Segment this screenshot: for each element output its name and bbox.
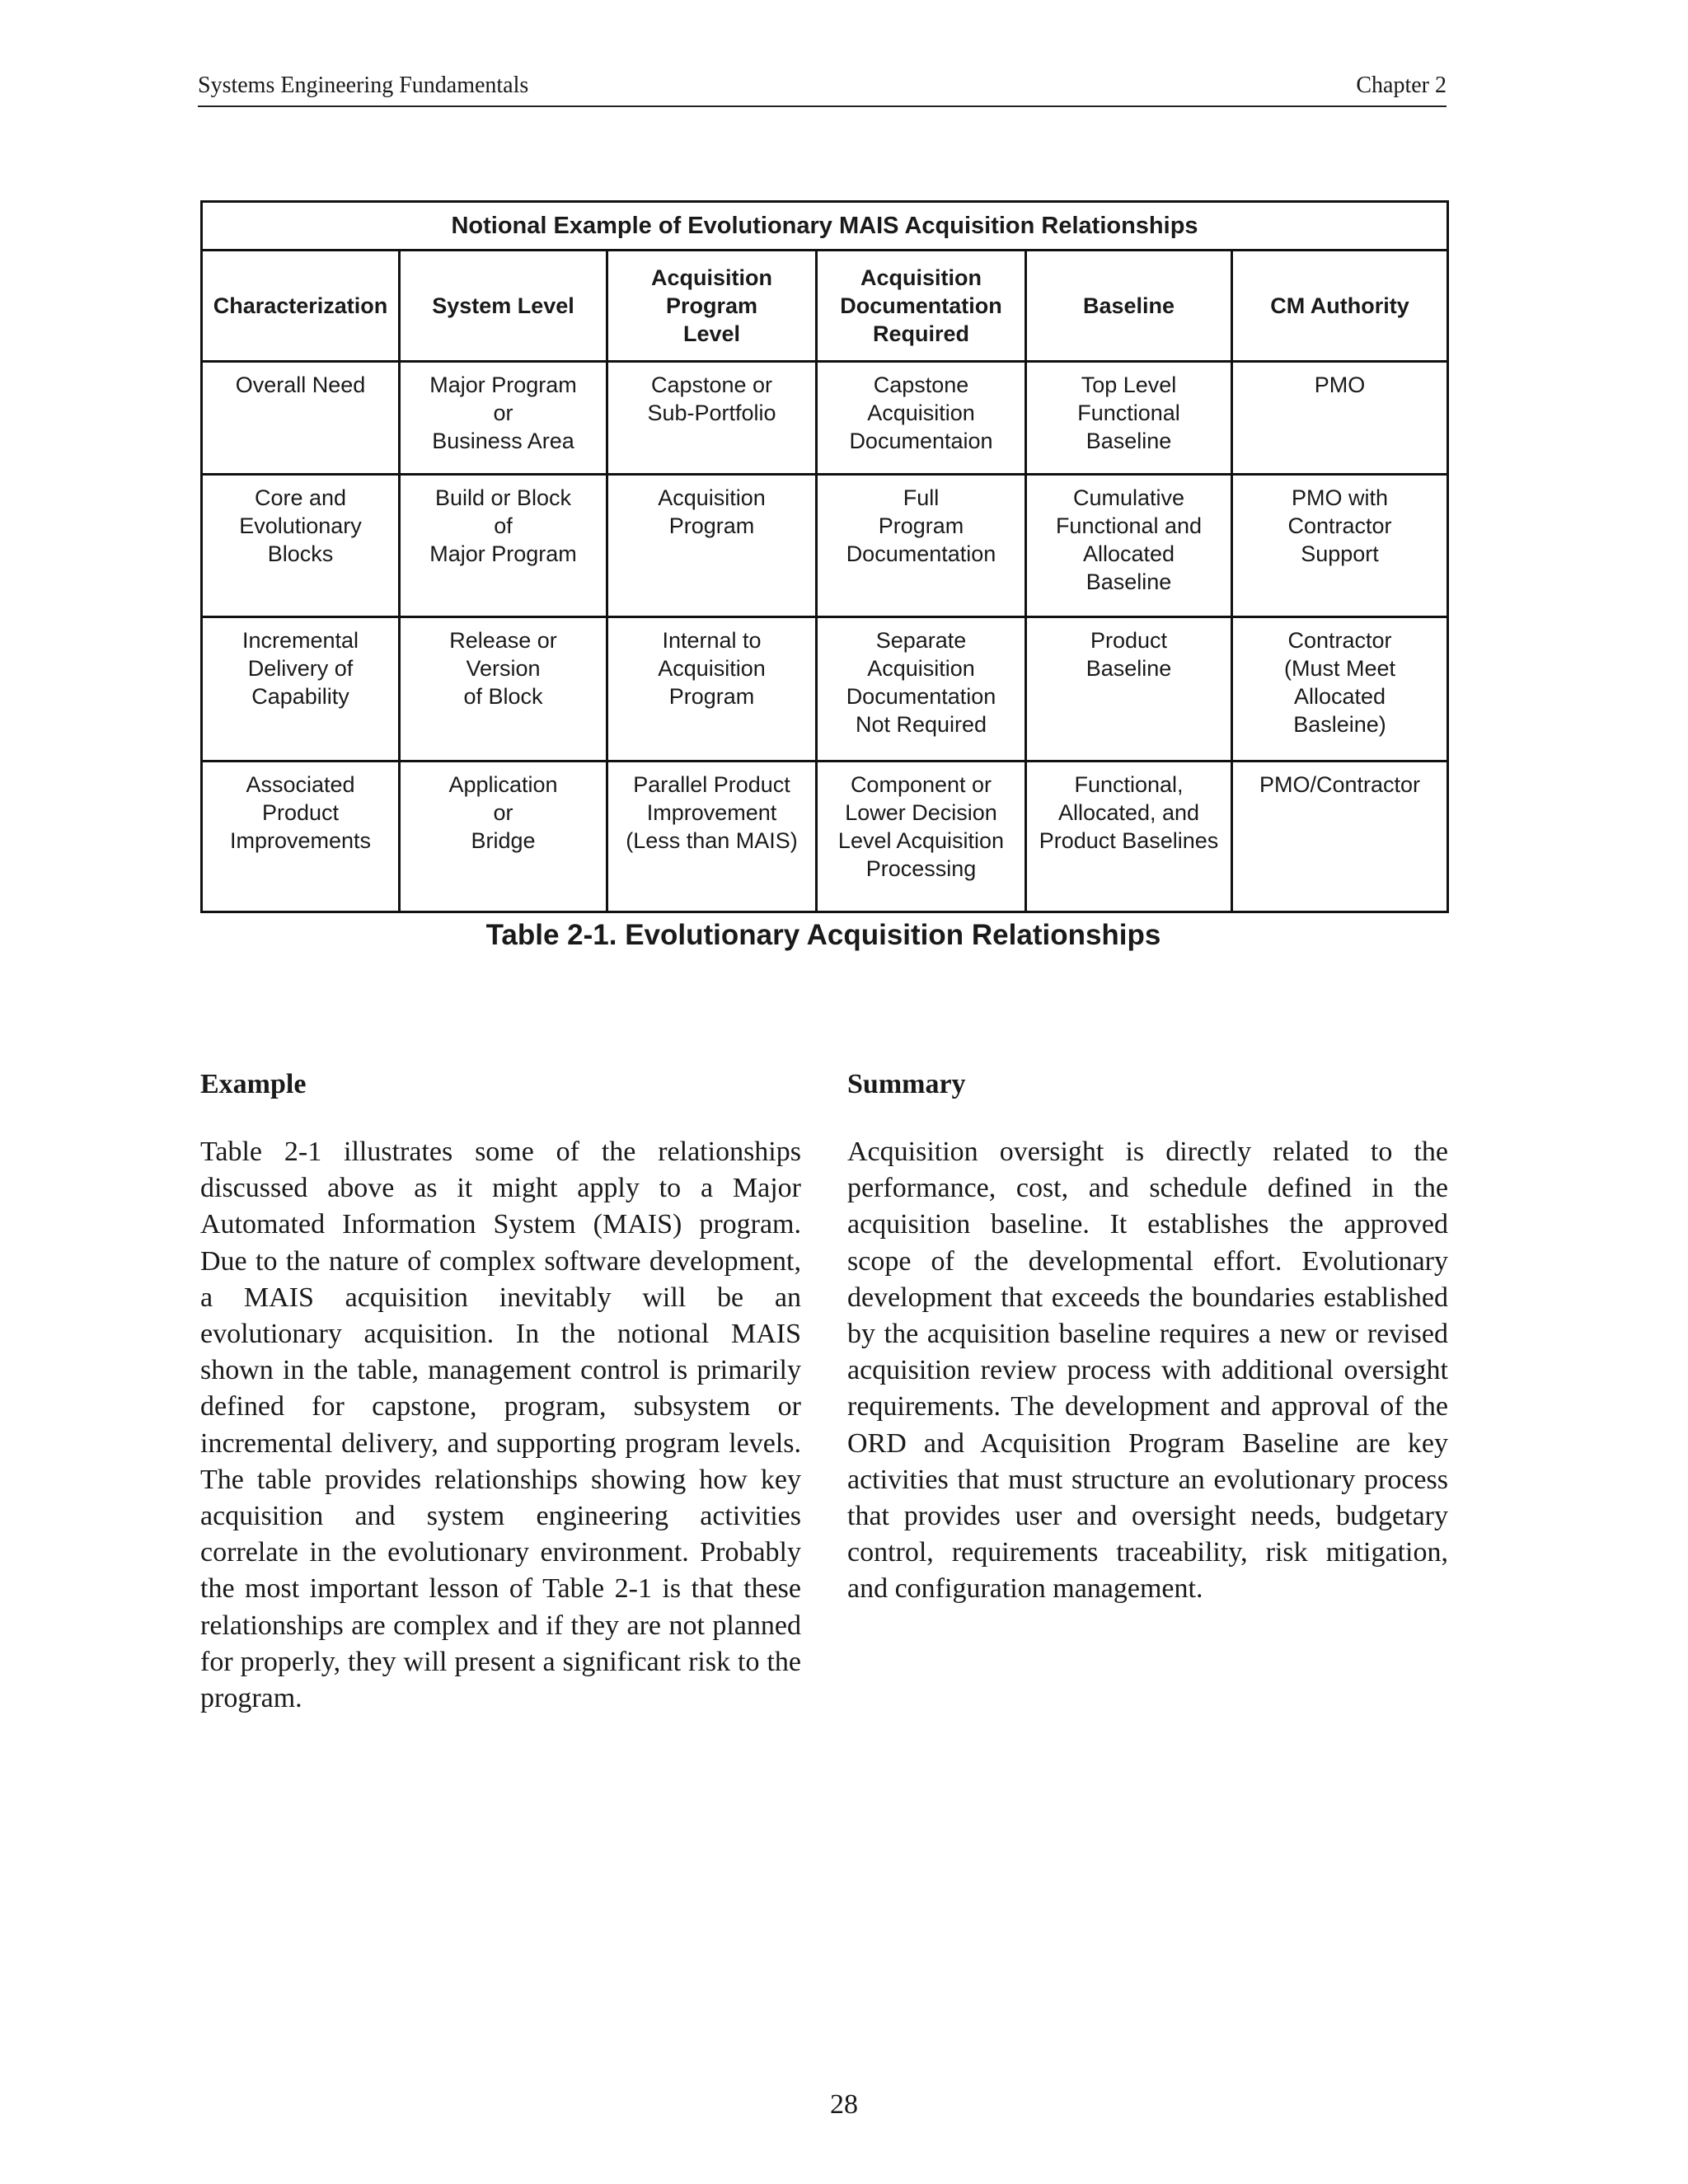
cell-line: of Block (463, 684, 543, 709)
cell-line: Product Baselines (1039, 828, 1219, 853)
example-section (200, 1065, 801, 1717)
cell-line: Cumulative (1072, 485, 1185, 510)
table-cell (202, 617, 400, 762)
cell-line: Acquisition (867, 401, 975, 425)
cell-line: Support (1301, 541, 1379, 566)
cell-line: Application (448, 772, 558, 797)
table-cell (400, 362, 607, 475)
table-row (202, 475, 1448, 617)
table-header-cell (607, 251, 817, 362)
cell-line: Program (878, 513, 964, 538)
cell-line: Functional, (1074, 772, 1184, 797)
cell-line: of (494, 513, 513, 538)
cell-line: Improvement (646, 800, 777, 825)
table-cell (202, 762, 400, 912)
table-cell (607, 762, 817, 912)
running-title: Systems Engineering Fundamentals (198, 73, 529, 98)
cell-line: (Less than MAIS) (626, 828, 798, 853)
summary-heading: Summary (847, 1069, 966, 1099)
cell-line: (Must Meet (1284, 656, 1396, 681)
table-header-cell (1232, 251, 1448, 362)
table-cell (400, 617, 607, 762)
header-line: Acquisition (651, 265, 772, 290)
table-title: Notional Example of Evolutionary MAIS Acquisition Relationships (202, 202, 1448, 251)
header-line: Characterization (213, 293, 388, 318)
header-line: Acquisition (860, 265, 982, 290)
chapter-label: Chapter 2 (1356, 73, 1447, 98)
cell-line: Not Required (855, 712, 987, 737)
cell-line: Processing (865, 856, 977, 881)
cell-line: Sub-Portfolio (647, 401, 776, 425)
table-header-cell (817, 251, 1026, 362)
table-caption: Table 2-1. Evolutionary Acquisition Relationships (485, 919, 1161, 951)
cell-line: Capstone or (650, 373, 773, 397)
table-row (202, 617, 1448, 762)
cell-line: Component or (850, 772, 992, 797)
cell-line: Delivery of (247, 656, 354, 681)
cell-line: Lower Decision (845, 800, 997, 825)
cell-line: Baseline (1085, 656, 1172, 681)
table-cell (1232, 475, 1448, 617)
header-line: Level (682, 321, 741, 346)
summary-paragraph: Acquisition oversight is directly related to the performance, cost, and schedule defined in the acquisition baseline. It establishes the approved scope of the developmental effort. Evolutionary development that exceeds the boundaries established by the acquisition baseline requires a new or revised acquisition review process with additional oversight requirements. The development and approval of the ORD and Acquisition Program Baseline are key activities that must structure an evolutionary process that provides user and oversight needs, budgetary control, requirements traceability, risk mitigation, and configuration management. (847, 1137, 1448, 1605)
table-cell (817, 475, 1026, 617)
page-number: 28 (830, 2089, 858, 2120)
cell-line: Product (1090, 628, 1168, 653)
cell-line: Acquisition (658, 656, 766, 681)
table-row (202, 362, 1448, 475)
table-title-row (202, 202, 1448, 251)
cell-line: Overall Need (235, 373, 366, 397)
table-cell (1232, 762, 1448, 912)
cell-line: Separate (875, 628, 967, 653)
cell-line: Functional (1077, 401, 1180, 425)
table-header-cell (202, 251, 400, 362)
table-header-cell (1026, 251, 1232, 362)
table-cell (817, 762, 1026, 912)
table-cell (1026, 475, 1232, 617)
cell-line: Blocks (267, 541, 334, 566)
table-cell (817, 617, 1026, 762)
cell-line: Version (466, 656, 541, 681)
cell-line: Capstone (873, 373, 969, 397)
cell-line: Allocated, and (1057, 800, 1200, 825)
cell-line: PMO (1314, 373, 1366, 397)
table-row (202, 762, 1448, 912)
cell-line: Program (668, 513, 755, 538)
cell-line: Major Program (429, 541, 577, 566)
cell-line: Core and (254, 485, 347, 510)
cell-line: Bridge (471, 828, 536, 853)
table-cell (202, 362, 400, 475)
cell-line: Contractor (1287, 628, 1392, 653)
table-header-row (202, 251, 1448, 362)
cell-line: Incremental (241, 628, 359, 653)
cell-line: Allocated (1293, 684, 1386, 709)
cell-line: Contractor (1287, 513, 1392, 538)
cell-line: or (493, 401, 513, 425)
table-cell (202, 475, 400, 617)
table-cell (400, 475, 607, 617)
table-header-cell (400, 251, 607, 362)
cell-line: Product (261, 800, 340, 825)
cell-line: Internal to (662, 628, 762, 653)
cell-line: PMO/Contractor (1259, 772, 1421, 797)
cell-line: Baseline (1085, 429, 1172, 453)
table-cell (400, 762, 607, 912)
cell-line: Associated (246, 772, 355, 797)
table-cell (1026, 362, 1232, 475)
cell-line: Acquisition (867, 656, 975, 681)
cell-line: Acquisition (658, 485, 766, 510)
header-line: CM Authority (1270, 293, 1409, 318)
table-cell (607, 475, 817, 617)
cell-line: Allocated (1082, 541, 1175, 566)
header-line: Documentation (840, 293, 1002, 318)
cell-line: Documentaion (849, 429, 993, 453)
header-line: Baseline (1082, 293, 1175, 318)
cell-line: Capability (251, 684, 349, 709)
header-line: Program (665, 293, 758, 318)
cell-line: Business Area (432, 429, 574, 453)
table-cell (1232, 362, 1448, 475)
cell-line: PMO with (1292, 485, 1389, 510)
table-cell (1026, 762, 1232, 912)
example-heading: Example (200, 1069, 307, 1099)
acquisition-relationships-table (200, 200, 1449, 913)
cell-line: Release or (449, 628, 557, 653)
cell-line: Baseline (1085, 569, 1172, 594)
table-cell (817, 362, 1026, 475)
cell-line: Basleine) (1293, 712, 1386, 737)
example-paragraph: Table 2-1 illustrates some of the relationships discussed above as it might apply to a Major Automated Information System (MAIS) program. Due to the nature of complex software development, a MAIS acquisition inevitably will be an evolutionary acquisition. In the notional MAIS shown in the table, management control is primarily defined for capstone, program, subsystem or incremental delivery, and supporting program levels. The table provides relationships showing how key acquisition and system engineering activities correlate in the evolutionary environment. Probably the most important lesson of Table 2-1 is that these relationships are complex and if they are not planned for properly, they will present a significant risk to the program. (200, 1137, 801, 1714)
cell-line: or (493, 800, 513, 825)
cell-line: Documentation (846, 541, 996, 566)
summary-section (847, 1065, 1448, 1608)
cell-line: Evolutionary (239, 513, 362, 538)
cell-line: Full (903, 485, 940, 510)
cell-line: Build or Block (434, 485, 572, 510)
table-cell (1026, 617, 1232, 762)
cell-line: Major Program (429, 373, 577, 397)
cell-line: Functional and (1055, 513, 1203, 538)
cell-line: Documentation (846, 684, 996, 709)
page-header (198, 69, 1447, 107)
cell-line: Program (668, 684, 755, 709)
header-line: Required (872, 321, 970, 346)
cell-line: Parallel Product (633, 772, 790, 797)
cell-line: Level Acquisition (837, 828, 1005, 853)
table-cell (607, 617, 817, 762)
table-cell (607, 362, 817, 475)
header-line: System Level (432, 293, 574, 318)
table-cell (1232, 617, 1448, 762)
cell-line: Top Level (1081, 373, 1177, 397)
cell-line: Improvements (229, 828, 372, 853)
